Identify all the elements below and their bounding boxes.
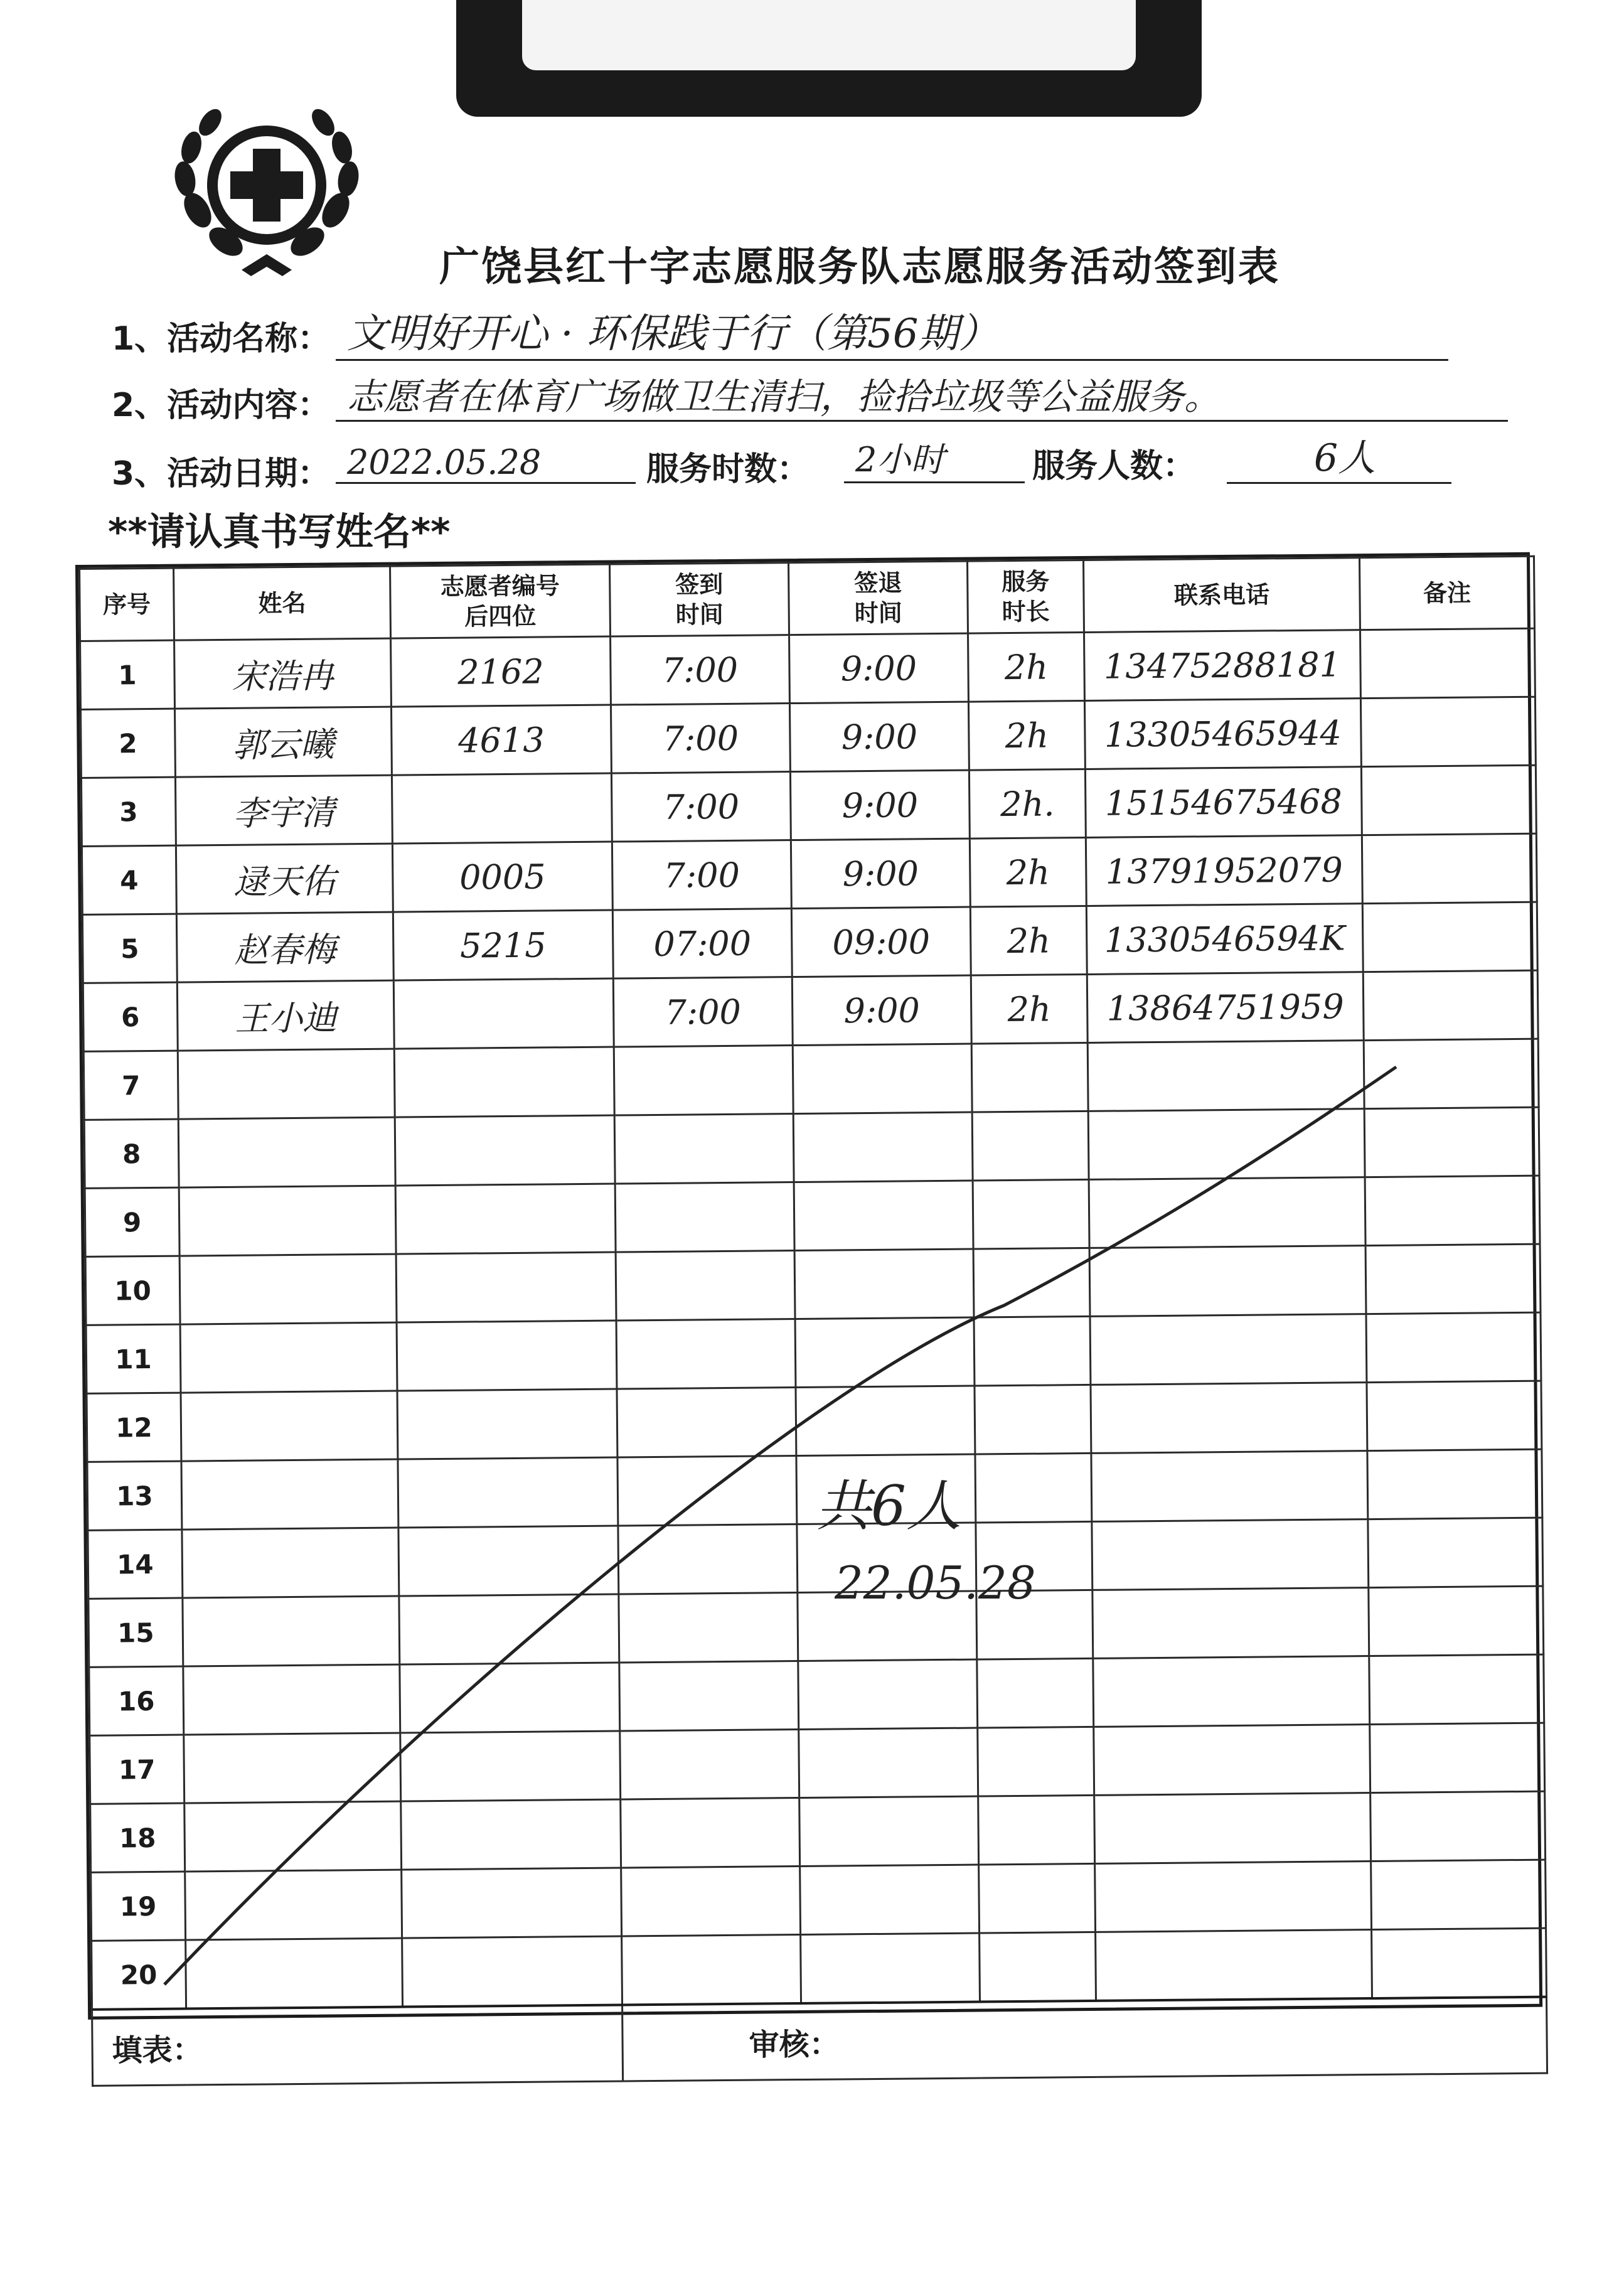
table-row — [87, 1381, 1542, 1462]
note-cell — [1367, 1449, 1542, 1519]
sign-in-cell — [618, 1524, 798, 1594]
note-cell — [1370, 1791, 1546, 1861]
reviewed-by-cell — [622, 1997, 1547, 2081]
sign-in-cell — [616, 1251, 795, 1321]
service-count-label: 服务人数： — [1032, 447, 1196, 485]
seq-cell: 1 — [80, 640, 175, 709]
name-cell — [183, 1664, 400, 1735]
phone-cell: 1330546594K — [1086, 904, 1363, 975]
table-header-cell: 服务 时长 — [968, 560, 1084, 633]
table-row — [84, 1107, 1539, 1188]
note-cell — [1367, 1381, 1542, 1450]
phone-cell: 13791952079 — [1086, 835, 1362, 906]
duration-cell — [978, 1795, 1095, 1865]
name-cell — [182, 1528, 399, 1598]
seq-cell: 2 — [81, 709, 176, 778]
duration-cell — [979, 1863, 1096, 1933]
sign-in-cell: 7:00 — [611, 635, 790, 705]
volunteer-code-cell — [396, 1252, 616, 1322]
table-row — [86, 1312, 1541, 1393]
filled-by-label: 填表： — [112, 2032, 203, 2069]
volunteer-code-cell — [399, 1594, 619, 1664]
volunteer-code-cell — [398, 1457, 618, 1528]
sign-out-cell: 09:00 — [791, 907, 971, 977]
table-row — [89, 1654, 1544, 1735]
name-cell: 郭云曦 — [175, 707, 392, 777]
duration-cell: 2h — [968, 632, 1085, 702]
sign-out-cell — [799, 1728, 978, 1797]
phone-cell: 13864751959 — [1087, 972, 1364, 1043]
sign-in-cell — [614, 1114, 794, 1184]
sign-in-cell — [621, 1798, 800, 1868]
name-cell — [180, 1322, 397, 1393]
seq-cell: 19 — [91, 1872, 186, 1941]
seq-cell: 11 — [86, 1324, 181, 1393]
phone-cell — [1094, 1725, 1370, 1796]
filled-by-cell — [92, 2005, 623, 2086]
table-footer-row — [92, 1997, 1547, 2086]
sign-in-cell — [616, 1319, 796, 1389]
name-cell — [179, 1254, 397, 1324]
phone-cell — [1093, 1656, 1370, 1727]
duration-cell — [973, 1248, 1090, 1317]
name-cell — [178, 1049, 395, 1119]
name-cell: 王小迪 — [177, 980, 394, 1051]
table-row — [85, 1176, 1540, 1256]
sign-out-cell — [800, 1865, 980, 1934]
table-header-cell: 备注 — [1359, 556, 1534, 630]
name-cell — [186, 1938, 403, 2009]
table-row — [83, 1039, 1539, 1120]
table-row — [88, 1586, 1544, 1667]
sign-in-table — [75, 552, 1542, 2069]
phone-cell: 13475288181 — [1084, 630, 1360, 701]
volunteer-code-cell: 4613 — [391, 705, 611, 775]
seq-cell: 12 — [87, 1393, 181, 1462]
note-cell — [1360, 697, 1536, 766]
phone-cell: 15154675468 — [1085, 767, 1362, 838]
phone-cell — [1092, 1519, 1369, 1590]
seq-cell: 16 — [89, 1666, 184, 1735]
sign-out-cell — [795, 1317, 975, 1387]
sign-out-cell: 9:00 — [792, 975, 971, 1045]
name-cell: 李宇清 — [175, 775, 392, 845]
name-cell — [181, 1391, 398, 1461]
duration-cell: 2h — [968, 700, 1085, 770]
phone-cell — [1094, 1793, 1371, 1864]
table-row — [91, 1860, 1546, 1941]
name-cell — [178, 1117, 395, 1187]
sign-out-cell — [793, 1044, 972, 1113]
volunteer-code-cell — [394, 1047, 614, 1117]
duration-cell — [980, 1932, 1096, 2001]
table-row — [82, 902, 1537, 983]
duration-cell — [973, 1179, 1089, 1249]
sign-in-cell — [619, 1661, 799, 1731]
table-row — [87, 1449, 1542, 1530]
duration-cell — [972, 1111, 1089, 1181]
name-cell — [181, 1459, 398, 1530]
duration-cell — [977, 1658, 1094, 1728]
phone-cell — [1090, 1314, 1367, 1385]
phone-cell: 13305465944 — [1084, 699, 1361, 769]
sign-in-cell — [615, 1182, 794, 1252]
phone-cell — [1088, 1109, 1365, 1180]
table-header-cell: 联系电话 — [1083, 558, 1360, 633]
note-cell — [1361, 765, 1536, 835]
activity-date-value: 2022.05.28 — [336, 442, 636, 484]
activity-content-value: 志愿者在体育广场做卫生清扫，捡拾垃圾等公益服务。 — [336, 367, 1508, 422]
sign-in-cell — [621, 1867, 801, 1936]
phone-cell — [1089, 1177, 1365, 1248]
note-cell — [1363, 970, 1538, 1040]
sign-in-cell — [617, 1388, 796, 1457]
sign-out-cell — [794, 1181, 973, 1250]
sign-in-cell: 7:00 — [612, 840, 791, 910]
sign-out-cell: 9:00 — [789, 633, 969, 703]
phone-cell — [1089, 1246, 1366, 1317]
volunteer-code-cell — [397, 1389, 617, 1459]
service-hours-value: 2小时 — [844, 433, 1025, 483]
volunteer-code-cell — [397, 1321, 617, 1391]
total-date-note: 22.05.28 — [835, 1556, 1036, 1609]
service-hours-label: 服务时数： — [646, 451, 810, 488]
table-row — [83, 970, 1538, 1051]
volunteer-code-cell — [395, 1184, 616, 1254]
duration-cell — [975, 1385, 1091, 1454]
note-cell — [1366, 1312, 1541, 1382]
note-cell — [1371, 1860, 1546, 1929]
seq-cell: 9 — [85, 1187, 179, 1256]
name-cell — [183, 1596, 400, 1666]
duration-cell — [975, 1453, 1092, 1523]
sign-in-cell: 07:00 — [612, 909, 792, 978]
name-cell — [184, 1733, 401, 1803]
notice-text: **请认真书写姓名** — [108, 510, 451, 554]
seq-cell: 10 — [85, 1256, 180, 1325]
table-row — [90, 1723, 1545, 1804]
duration-cell: 2h. — [969, 769, 1086, 838]
phone-cell — [1092, 1588, 1369, 1659]
volunteer-code-cell — [402, 1868, 622, 1938]
seq-cell: 13 — [87, 1461, 182, 1530]
table-row — [80, 628, 1536, 709]
sign-in-cell: 7:00 — [611, 772, 791, 842]
sign-out-cell: 9:00 — [790, 770, 970, 840]
phone-cell — [1095, 1862, 1372, 1932]
sign-in-cell: 7:00 — [611, 704, 790, 773]
table-row — [81, 765, 1536, 846]
duration-cell — [971, 1042, 1088, 1112]
service-count-value: 6人 — [1227, 428, 1451, 484]
sign-out-cell — [793, 1112, 973, 1182]
note-cell — [1369, 1654, 1544, 1724]
note-cell — [1364, 1107, 1539, 1177]
volunteer-code-cell — [402, 1936, 622, 2007]
phone-cell — [1096, 1930, 1372, 2001]
seq-cell: 7 — [83, 1051, 178, 1120]
seq-cell: 6 — [83, 982, 178, 1051]
volunteer-code-cell: 5215 — [393, 910, 613, 980]
volunteer-code-cell: 0005 — [392, 842, 612, 912]
table-row — [92, 1928, 1547, 2010]
volunteer-code-cell: 2162 — [391, 636, 611, 707]
seq-cell: 8 — [84, 1119, 179, 1188]
sign-out-cell — [798, 1659, 978, 1729]
note-cell — [1369, 1586, 1544, 1656]
note-cell — [1362, 902, 1537, 972]
total-count-note: 共6人 — [816, 1474, 961, 1538]
volunteer-code-cell — [392, 773, 612, 844]
volunteer-code-cell — [400, 1731, 621, 1801]
note-cell — [1362, 833, 1537, 903]
table-header-row — [80, 556, 1535, 641]
clipboard-clip — [456, 0, 1202, 117]
sign-in-cell — [622, 1934, 801, 2005]
name-cell: 逯天佑 — [176, 844, 393, 914]
activity-name-label: 1、活动名称： — [112, 320, 331, 358]
sign-in-cell — [614, 1046, 793, 1115]
seq-cell: 4 — [82, 845, 176, 914]
note-cell — [1372, 1928, 1547, 1998]
note-cell — [1365, 1176, 1540, 1245]
table-header-cell: 姓名 — [174, 566, 391, 640]
duration-cell — [974, 1316, 1091, 1386]
name-cell — [179, 1186, 396, 1256]
sign-out-cell — [801, 1933, 980, 2003]
seq-cell: 20 — [92, 1940, 186, 2010]
table-header-cell: 序号 — [80, 568, 174, 641]
volunteer-code-cell — [395, 1115, 615, 1186]
volunteer-code-cell — [400, 1663, 620, 1733]
sign-in-cell — [619, 1593, 798, 1663]
note-cell — [1365, 1244, 1541, 1314]
phone-cell — [1087, 1041, 1364, 1112]
note-cell — [1370, 1723, 1545, 1792]
sign-in-cell — [620, 1730, 799, 1799]
table-header-cell: 志愿者编号 后四位 — [390, 564, 611, 638]
phone-cell — [1091, 1451, 1368, 1522]
volunteer-code-cell — [401, 1799, 621, 1870]
duration-cell: 2h — [970, 906, 1087, 975]
activity-content-label: 2、活动内容： — [112, 387, 331, 424]
activity-name-value: 文明好开心 · 环保践于行（第56期） — [336, 301, 1448, 361]
name-cell: 赵春梅 — [176, 912, 393, 982]
seq-cell: 5 — [82, 914, 177, 983]
table-header-cell: 签退 时间 — [789, 561, 968, 635]
table-row — [81, 697, 1536, 778]
note-cell — [1368, 1518, 1543, 1587]
sign-in-cell: 7:00 — [613, 977, 793, 1047]
phone-cell — [1091, 1383, 1367, 1454]
note-cell — [1360, 628, 1535, 698]
sign-out-cell — [799, 1796, 979, 1866]
sign-in-cell — [617, 1456, 797, 1526]
name-cell — [185, 1870, 402, 1940]
sign-out-cell: 9:00 — [789, 702, 969, 771]
duration-cell: 2h — [971, 974, 1087, 1044]
seq-cell: 3 — [81, 777, 176, 846]
sign-out-cell — [796, 1386, 975, 1455]
table-header-cell: 签到 时间 — [610, 563, 789, 636]
name-cell: 宋浩冉 — [174, 638, 392, 709]
name-cell — [184, 1801, 402, 1872]
seq-cell: 18 — [90, 1803, 185, 1872]
seq-cell: 14 — [88, 1530, 183, 1599]
seq-cell: 17 — [90, 1735, 184, 1804]
seq-cell: 15 — [88, 1598, 183, 1667]
duration-cell — [978, 1727, 1094, 1796]
note-cell — [1364, 1039, 1539, 1108]
table-row — [82, 833, 1537, 914]
activity-date-label: 3、活动日期： — [112, 455, 331, 493]
form-title: 广饶县红十字志愿服务队志愿服务活动签到表 — [439, 244, 1280, 291]
volunteer-code-cell — [393, 978, 614, 1049]
volunteer-code-cell — [398, 1526, 619, 1596]
sign-out-cell — [794, 1249, 974, 1319]
sign-out-cell: 9:00 — [791, 838, 970, 908]
table-row — [85, 1244, 1541, 1325]
table-row — [90, 1791, 1546, 1872]
duration-cell: 2h — [970, 837, 1086, 907]
red-cross-emblem-icon — [166, 91, 367, 286]
reviewed-by-label: 审核： — [749, 2026, 840, 2063]
